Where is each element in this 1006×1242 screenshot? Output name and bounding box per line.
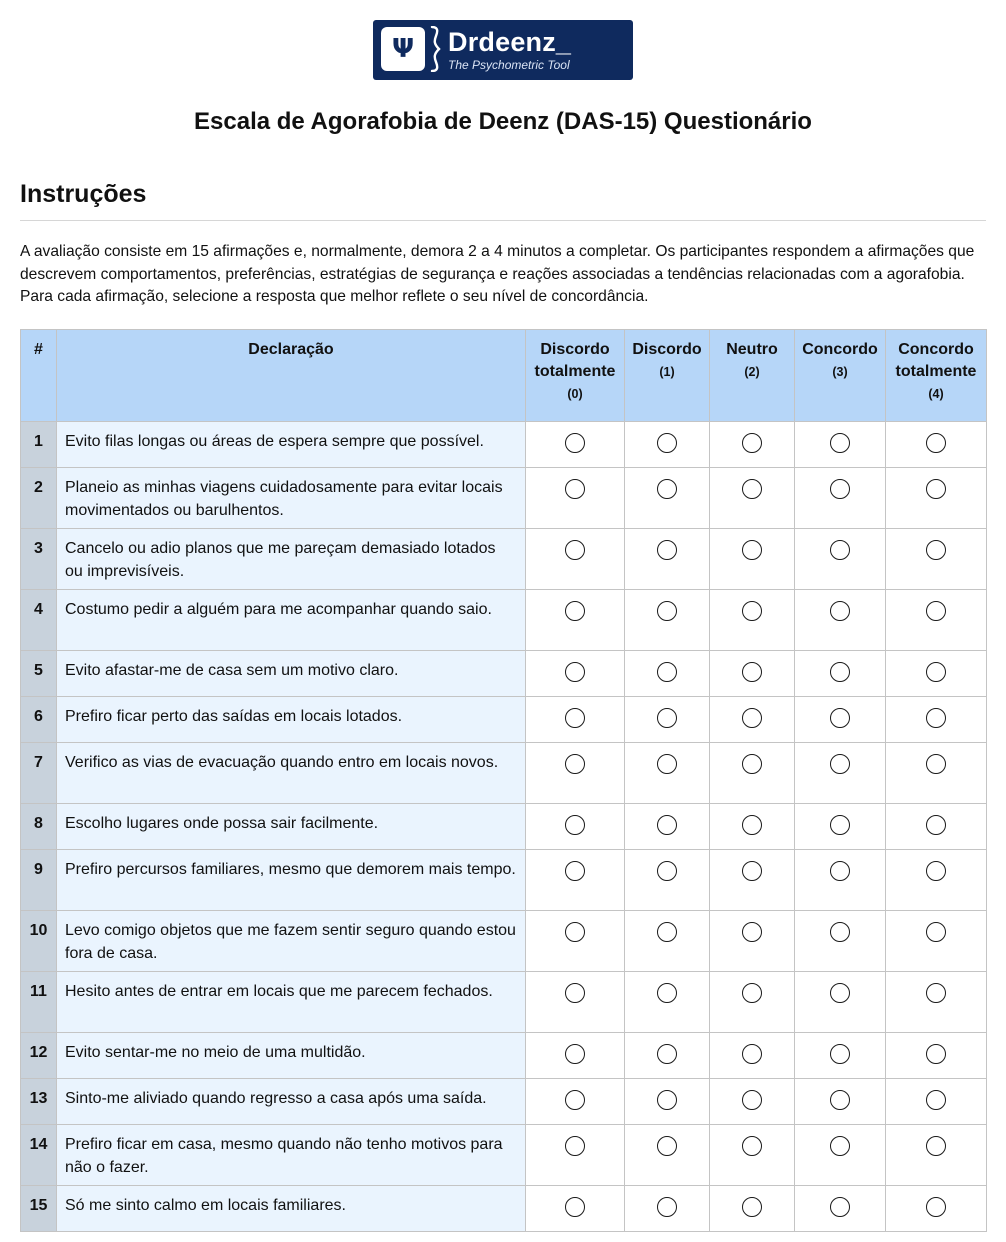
option-code: (1) [659, 365, 675, 379]
option-cell [886, 743, 987, 804]
option-label: Concordo [802, 341, 878, 358]
response-radio[interactable] [830, 815, 850, 835]
response-radio[interactable] [565, 479, 585, 499]
response-radio[interactable] [926, 601, 946, 621]
table-row [21, 422, 987, 468]
response-radio[interactable] [830, 479, 850, 499]
option-cell [526, 651, 625, 697]
option-cell [795, 468, 886, 529]
table-body [21, 422, 987, 1232]
row-number: 10 [21, 911, 57, 972]
option-cell [526, 468, 625, 529]
row-statement: Sinto-me aliviado quando regresso a casa após uma saída. [57, 1079, 526, 1125]
option-cell [526, 1125, 625, 1186]
psi-icon: Ψ [381, 27, 425, 71]
option-cell [710, 590, 795, 651]
response-radio[interactable] [926, 540, 946, 560]
response-radio[interactable] [657, 754, 677, 774]
response-radio[interactable] [657, 662, 677, 682]
row-statement: Cancelo ou adio planos que me pareçam demasiado lotados ou imprevisíveis. [57, 529, 526, 590]
row-statement: Evito sentar-me no meio de uma multidão. [57, 1033, 526, 1079]
header-statement: Declaração [57, 330, 526, 422]
table-row [21, 1079, 987, 1125]
option-cell [886, 1186, 987, 1232]
row-statement: Planeio as minhas viagens cuidadosamente para evitar locais movimentados ou barulhentos. [57, 468, 526, 529]
option-cell [710, 911, 795, 972]
row-number: 1 [21, 422, 57, 468]
row-statement: Prefiro ficar em casa, mesmo quando não tenho motivos para não o fazer. [57, 1125, 526, 1186]
table-row [21, 468, 987, 529]
response-radio[interactable] [830, 922, 850, 942]
response-radio[interactable] [742, 662, 762, 682]
row-statement: Levo comigo objetos que me fazem sentir seguro quando estou fora de casa. [57, 911, 526, 972]
option-code: (4) [928, 387, 944, 401]
response-radio[interactable] [565, 433, 585, 453]
option-cell [710, 743, 795, 804]
option-label: Discordo [632, 341, 702, 358]
option-cell [886, 972, 987, 1033]
response-radio[interactable] [742, 540, 762, 560]
response-radio[interactable] [657, 1090, 677, 1110]
questionnaire-table [20, 329, 987, 1232]
row-statement: Costumo pedir a alguém para me acompanhar quando saio. [57, 590, 526, 651]
option-cell [625, 743, 710, 804]
option-cell [795, 1079, 886, 1125]
option-cell [526, 590, 625, 651]
row-statement: Prefiro ficar perto das saídas em locais lotados. [57, 697, 526, 743]
option-cell [795, 651, 886, 697]
response-radio[interactable] [830, 1044, 850, 1064]
option-cell [886, 850, 987, 911]
option-code: (3) [832, 365, 848, 379]
page-title: Escala de Agorafobia de Deenz (DAS-15) Questionário [194, 108, 812, 135]
table-row [21, 1125, 987, 1186]
section-divider [20, 220, 986, 221]
option-cell [526, 972, 625, 1033]
option-cell [795, 1033, 886, 1079]
response-radio[interactable] [926, 433, 946, 453]
response-radio[interactable] [742, 815, 762, 835]
option-code: (2) [744, 365, 760, 379]
instructions-heading: Instruções [20, 180, 147, 208]
response-radio[interactable] [657, 1044, 677, 1064]
option-cell [710, 529, 795, 590]
option-cell [625, 697, 710, 743]
response-radio[interactable] [565, 922, 585, 942]
option-cell [526, 743, 625, 804]
table-header-row [21, 330, 987, 422]
row-statement: Prefiro percursos familiares, mesmo que demorem mais tempo. [57, 850, 526, 911]
response-radio[interactable] [657, 861, 677, 881]
response-radio[interactable] [830, 662, 850, 682]
response-radio[interactable] [926, 708, 946, 728]
brand-name: Drdeenz_ [448, 27, 572, 57]
table-row [21, 850, 987, 911]
row-statement: Evito afastar-me de casa sem um motivo claro. [57, 651, 526, 697]
header-option [710, 330, 795, 422]
header-option [625, 330, 710, 422]
option-cell [710, 972, 795, 1033]
response-radio[interactable] [742, 922, 762, 942]
header-option [795, 330, 886, 422]
row-statement: Hesito antes de entrar em locais que me parecem fechados. [57, 972, 526, 1033]
option-cell [886, 1033, 987, 1079]
response-radio[interactable] [742, 601, 762, 621]
response-radio[interactable] [926, 1136, 946, 1156]
response-radio[interactable] [565, 1136, 585, 1156]
response-radio[interactable] [830, 1136, 850, 1156]
response-radio[interactable] [830, 754, 850, 774]
option-cell [625, 1079, 710, 1125]
response-radio[interactable] [742, 1197, 762, 1217]
row-number: 7 [21, 743, 57, 804]
response-radio[interactable] [830, 861, 850, 881]
option-cell [625, 1125, 710, 1186]
response-radio[interactable] [657, 983, 677, 1003]
option-cell [886, 590, 987, 651]
option-cell [526, 850, 625, 911]
option-cell [710, 1079, 795, 1125]
option-cell [625, 804, 710, 850]
response-radio[interactable] [926, 983, 946, 1003]
response-radio[interactable] [742, 861, 762, 881]
response-radio[interactable] [926, 1044, 946, 1064]
option-cell [795, 697, 886, 743]
option-cell [886, 422, 987, 468]
option-cell [795, 1186, 886, 1232]
table-row [21, 1186, 987, 1232]
row-number: 8 [21, 804, 57, 850]
option-cell [795, 422, 886, 468]
response-radio[interactable] [565, 1197, 585, 1217]
option-cell [710, 1033, 795, 1079]
response-radio[interactable] [565, 540, 585, 560]
option-cell [625, 850, 710, 911]
table-row [21, 697, 987, 743]
response-radio[interactable] [657, 601, 677, 621]
option-cell [710, 651, 795, 697]
response-radio[interactable] [926, 662, 946, 682]
table-row [21, 804, 987, 850]
row-number: 12 [21, 1033, 57, 1079]
option-cell [526, 804, 625, 850]
response-radio[interactable] [926, 1090, 946, 1110]
response-radio[interactable] [565, 1044, 585, 1064]
brace-icon [429, 26, 441, 72]
header-option [886, 330, 987, 422]
option-cell [886, 697, 987, 743]
option-cell [710, 850, 795, 911]
row-number: 13 [21, 1079, 57, 1125]
option-cell [886, 1079, 987, 1125]
response-radio[interactable] [926, 861, 946, 881]
row-number: 4 [21, 590, 57, 651]
response-radio[interactable] [742, 754, 762, 774]
response-radio[interactable] [565, 983, 585, 1003]
response-radio[interactable] [742, 479, 762, 499]
option-code: (0) [567, 387, 583, 401]
option-cell [526, 1079, 625, 1125]
row-number: 14 [21, 1125, 57, 1186]
row-number: 5 [21, 651, 57, 697]
option-cell [526, 422, 625, 468]
response-radio[interactable] [742, 708, 762, 728]
response-radio[interactable] [657, 815, 677, 835]
response-radio[interactable] [830, 540, 850, 560]
option-cell [886, 468, 987, 529]
option-cell [625, 1186, 710, 1232]
option-label: Concordo totalmente [895, 341, 977, 380]
response-radio[interactable] [565, 861, 585, 881]
row-statement: Verifico as vias de evacuação quando entro em locais novos. [57, 743, 526, 804]
option-cell [710, 697, 795, 743]
option-cell [625, 1033, 710, 1079]
option-cell [526, 697, 625, 743]
option-cell [710, 804, 795, 850]
table-row [21, 911, 987, 972]
response-radio[interactable] [926, 922, 946, 942]
instructions-text: A avaliação consiste em 15 afirmações e, normalmente, demora 2 a 4 minutos a completar. Os participantes respondem a afirmações que descrevem comportamentos, preferências, estratégias de segurança e reações associadas a tendências relacionadas com a agorafobia. Para cada afirmação, selecione a resposta que melhor reflete o seu nível de concordância. [20, 243, 975, 305]
table-row [21, 590, 987, 651]
response-radio[interactable] [565, 1090, 585, 1110]
row-number: 2 [21, 468, 57, 529]
response-radio[interactable] [565, 754, 585, 774]
option-cell [625, 468, 710, 529]
response-radio[interactable] [742, 1090, 762, 1110]
table-row [21, 1033, 987, 1079]
option-cell [710, 468, 795, 529]
option-cell [886, 529, 987, 590]
option-cell [710, 1125, 795, 1186]
response-radio[interactable] [657, 708, 677, 728]
response-radio[interactable] [565, 815, 585, 835]
response-radio[interactable] [657, 433, 677, 453]
response-radio[interactable] [830, 708, 850, 728]
option-cell [886, 804, 987, 850]
option-cell [526, 1186, 625, 1232]
row-statement: Evito filas longas ou áreas de espera sempre que possível. [57, 422, 526, 468]
response-radio[interactable] [926, 479, 946, 499]
option-cell [625, 911, 710, 972]
response-radio[interactable] [565, 601, 585, 621]
option-cell [625, 422, 710, 468]
row-number: 9 [21, 850, 57, 911]
response-radio[interactable] [830, 433, 850, 453]
row-statement: Escolho lugares onde possa sair facilmente. [57, 804, 526, 850]
option-cell [526, 529, 625, 590]
response-radio[interactable] [926, 754, 946, 774]
header-option [526, 330, 625, 422]
option-cell [526, 1033, 625, 1079]
option-cell [710, 422, 795, 468]
response-radio[interactable] [565, 662, 585, 682]
header-number: # [21, 330, 57, 422]
response-radio[interactable] [830, 601, 850, 621]
table-row [21, 529, 987, 590]
option-label: Discordo totalmente [534, 341, 616, 380]
option-cell [795, 972, 886, 1033]
response-radio[interactable] [657, 1197, 677, 1217]
table-row [21, 743, 987, 804]
response-radio[interactable] [926, 815, 946, 835]
brand-tagline: The Psychometric Tool [448, 58, 570, 72]
response-radio[interactable] [742, 1044, 762, 1064]
response-radio[interactable] [926, 1197, 946, 1217]
response-radio[interactable] [657, 922, 677, 942]
row-number: 3 [21, 529, 57, 590]
response-radio[interactable] [830, 1090, 850, 1110]
option-cell [795, 804, 886, 850]
option-cell [795, 743, 886, 804]
option-cell [795, 590, 886, 651]
row-number: 6 [21, 697, 57, 743]
row-number: 11 [21, 972, 57, 1033]
response-radio[interactable] [742, 1136, 762, 1156]
option-cell [795, 850, 886, 911]
table-row [21, 972, 987, 1033]
option-cell [795, 911, 886, 972]
option-cell [625, 651, 710, 697]
option-cell [886, 1125, 987, 1186]
response-radio[interactable] [742, 983, 762, 1003]
option-cell [710, 1186, 795, 1232]
option-cell [795, 1125, 886, 1186]
option-cell [886, 651, 987, 697]
response-radio[interactable] [657, 479, 677, 499]
brand-logo [373, 20, 633, 80]
response-radio[interactable] [565, 708, 585, 728]
option-cell [625, 590, 710, 651]
option-cell [886, 911, 987, 972]
table-row [21, 651, 987, 697]
response-radio[interactable] [830, 983, 850, 1003]
option-cell [526, 911, 625, 972]
option-cell [625, 529, 710, 590]
row-number: 15 [21, 1186, 57, 1232]
row-statement: Só me sinto calmo em locais familiares. [57, 1186, 526, 1232]
response-radio[interactable] [657, 540, 677, 560]
response-radio[interactable] [742, 433, 762, 453]
option-cell [795, 529, 886, 590]
response-radio[interactable] [830, 1197, 850, 1217]
response-radio[interactable] [657, 1136, 677, 1156]
option-label: Neutro [726, 341, 778, 358]
option-cell [625, 972, 710, 1033]
